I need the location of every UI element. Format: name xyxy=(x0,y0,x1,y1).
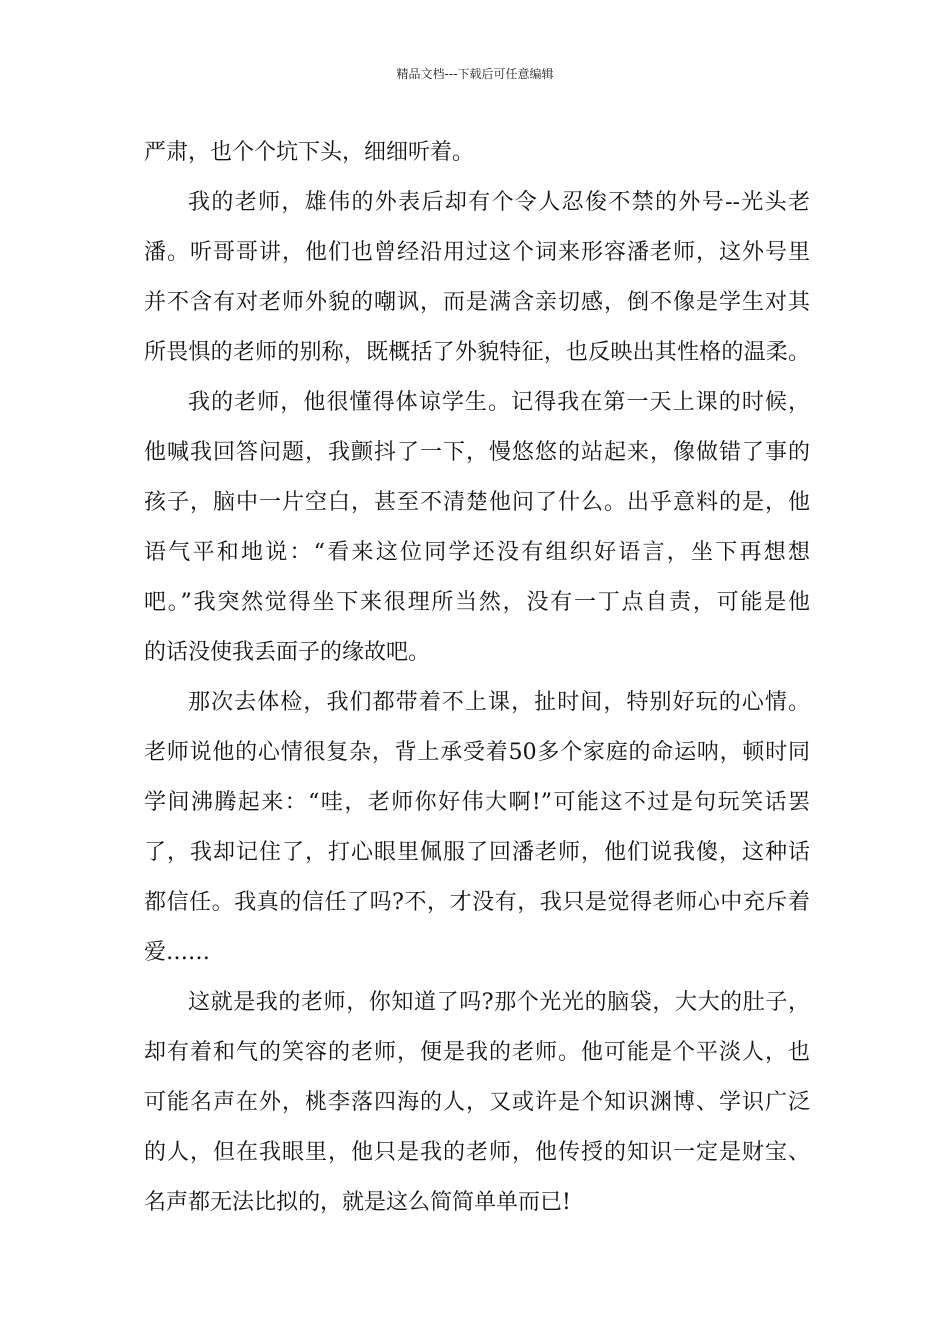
text-line: 孩子，脑中一片空白，甚至不清楚他问了什么。出乎意料的是，他 xyxy=(144,490,810,515)
essay-body xyxy=(144,128,810,1228)
text-line: 名声都无法比拟的，就是这么简简单单而已! xyxy=(144,1190,571,1215)
text-line: 的话没使我丢面子的缘故吧。 xyxy=(144,640,431,665)
text-line: 却有着和气的笑容的老师，便是我的老师。他可能是个平淡人，也 xyxy=(144,1040,810,1065)
text-line: 潘。听哥哥讲，他们也曾经沿用过这个词来形容潘老师，这外号里 xyxy=(144,240,810,265)
text-line: 了，我却记住了，打心眼里佩服了回潘老师，他们说我傻，这种话 xyxy=(144,840,810,865)
text-line: 吧。”我突然觉得坐下来很理所当然，没有一丁点自责，可能是他 xyxy=(144,590,810,615)
text-line: 学间沸腾起来：“哇，老师你好伟大啊!”可能这不过是句玩笑话罢 xyxy=(144,790,810,815)
text-line: 老师说他的心情很复杂，背上承受着50多个家庭的命运呐，顿时同 xyxy=(144,740,810,765)
text-line: 都信任。我真的信任了吗?不，才没有，我只是觉得老师心中充斥着 xyxy=(144,890,810,915)
text-line: 这就是我的老师，你知道了吗?那个光光的脑袋，大大的肚子， xyxy=(188,990,810,1015)
text-line: 严肃，也个个坑下头，细细听着。 xyxy=(144,140,475,165)
text-line: 他喊我回答问题，我颤抖了一下，慢悠悠的站起来，像做错了事的 xyxy=(144,440,810,465)
text-line: 所畏惧的老师的别称，既概括了外貌特征，也反映出其性格的温柔。 xyxy=(144,340,810,365)
text-line: 我的老师，他很懂得体谅学生。记得我在第一天上课的时候， xyxy=(188,390,810,415)
text-line: 并不含有对老师外貌的嘲讽，而是满含亲切感，倒不像是学生对其 xyxy=(144,290,810,315)
page-header: 精品文档---下载后可任意编辑 xyxy=(396,67,554,81)
text-line: 语气平和地说：“看来这位同学还没有组织好语言，坐下再想想 xyxy=(144,540,810,565)
text-line: 我的老师，雄伟的外表后却有个令人忍俊不禁的外号--光头老 xyxy=(188,190,810,215)
text-line: 的人，但在我眼里，他只是我的老师，他传授的知识一定是财宝、 xyxy=(144,1140,810,1165)
text-line: 爱…… xyxy=(144,940,211,965)
text-line: 那次去体检，我们都带着不上课，扯时间，特别好玩的心情。 xyxy=(188,690,810,715)
text-line: 可能名声在外，桃李落四海的人，又或许是个知识渊博、学识广泛 xyxy=(144,1090,810,1115)
